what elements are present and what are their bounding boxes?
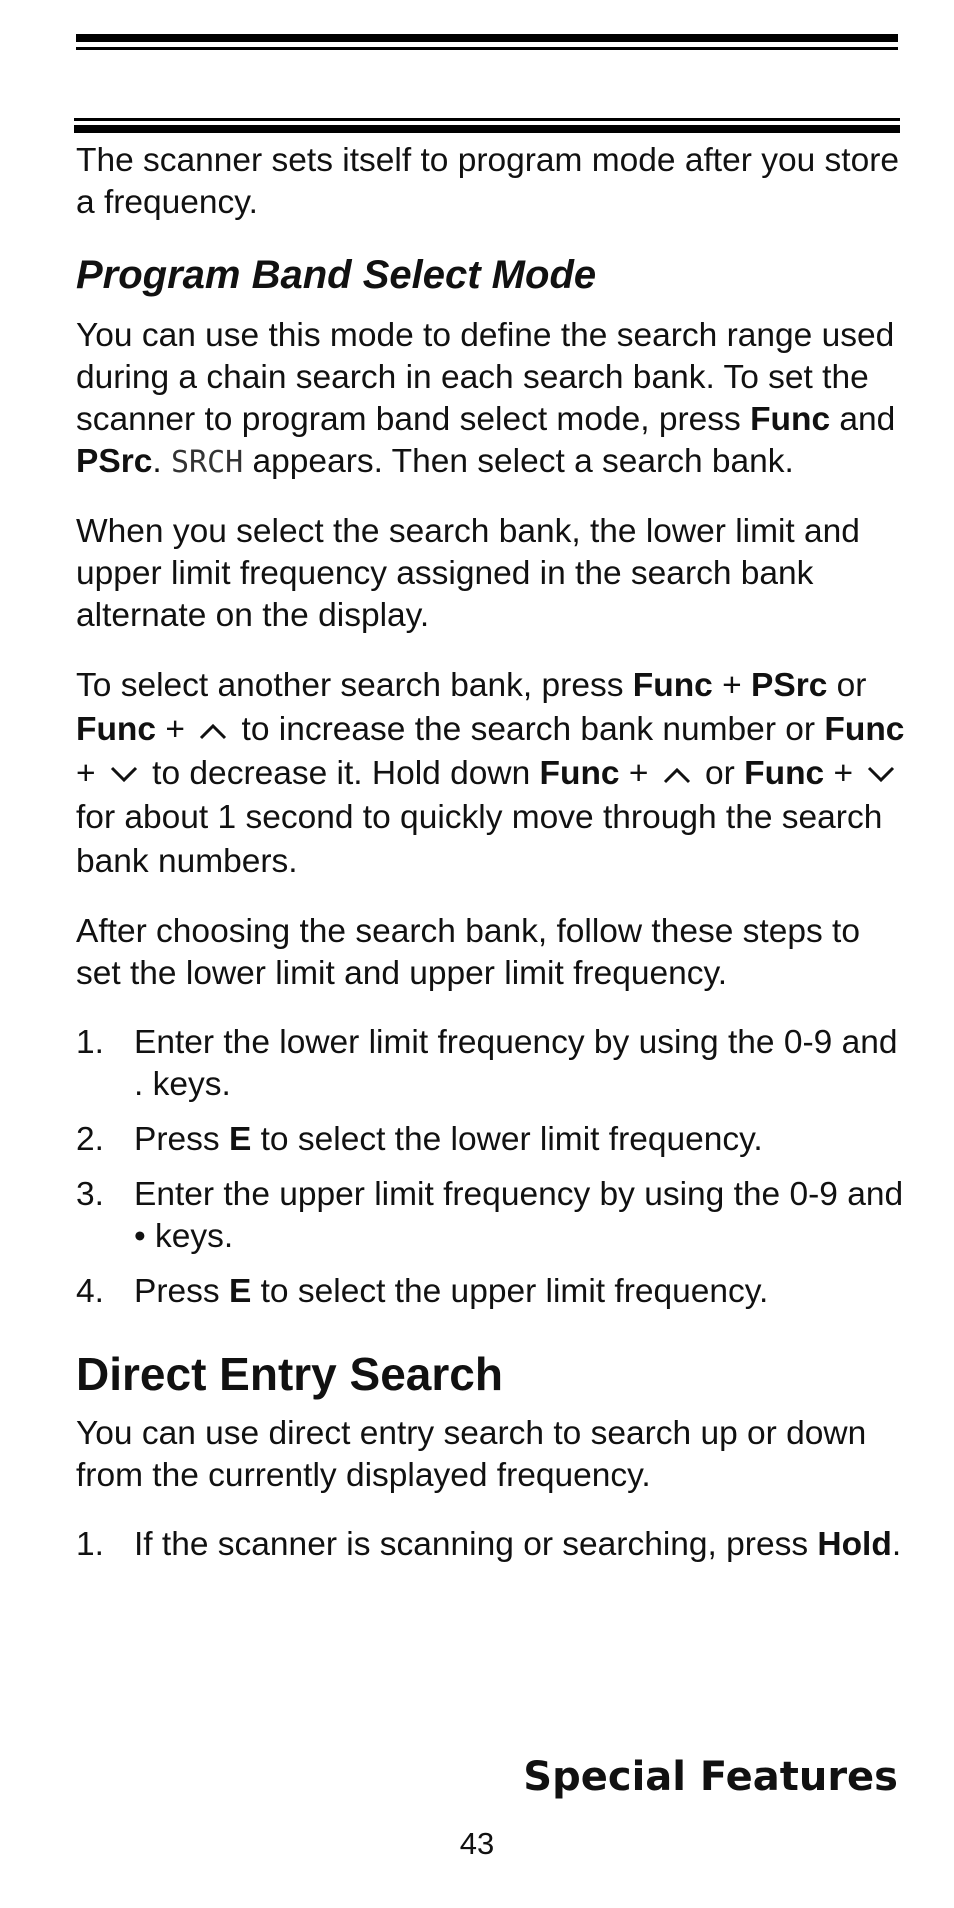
section-heading-program-band-select: Program Band Select Mode — [76, 253, 597, 297]
steps-list-direct-entry — [76, 1524, 906, 1566]
footer-section-name: Special Features — [523, 1754, 898, 1800]
list-item: 2. Press E to select the lower limit frequency. — [76, 1121, 763, 1158]
up-arrow-icon — [662, 764, 692, 786]
display-text-srch: SRCH — [170, 445, 244, 480]
section-heading-direct-entry-search: Direct Entry Search — [76, 1348, 503, 1400]
paragraph-select-bank: To select another search bank, press Func + PSrc or Func + to increase the search bank number or Func + to decrease it. Hold down Func + or Func + for about 1 second to quickly move through the search bank numbers. — [76, 667, 905, 880]
page-number: 43 — [459, 1826, 495, 1861]
top-rule-thin — [76, 47, 898, 50]
header-rule-thin — [74, 118, 900, 121]
paragraph-direct-entry-intro: You can use direct entry search to search up or down from the currently displayed frequency. — [76, 1415, 867, 1494]
list-item: 4. Press E to select the upper limit frequency. — [76, 1273, 769, 1310]
page-content — [76, 140, 906, 1580]
list-item: 1. Enter the lower limit frequency by using the 0-9 and . keys. — [76, 1024, 898, 1103]
header-rule-thick — [74, 125, 900, 133]
paragraph-band-select-intro: You can use this mode to define the search range used during a chain search in each search bank. To set the scanner to program band select mode, press Func and PSrc. SRCH appears. Then select a search bank. — [76, 317, 896, 480]
top-rule-thick — [76, 34, 898, 42]
down-arrow-icon — [109, 764, 139, 786]
dot-key-icon: • — [134, 1218, 146, 1255]
steps-list-band-select — [76, 1022, 906, 1313]
down-arrow-icon — [866, 764, 896, 786]
intro-paragraph: The scanner sets itself to program mode after you store a frequency. — [76, 142, 899, 221]
list-item: 3. Enter the upper limit frequency by using the 0-9 and • keys. — [76, 1176, 904, 1255]
list-item: 1. If the scanner is scanning or searching, press Hold. — [76, 1526, 902, 1563]
up-arrow-icon — [198, 720, 228, 742]
paragraph-alternate-display: When you select the search bank, the lower limit and upper limit frequency assigned in the search bank alternate on the display. — [76, 513, 860, 634]
paragraph-choose-bank-steps: After choosing the search bank, follow these steps to set the lower limit and upper limit frequency. — [76, 913, 860, 992]
